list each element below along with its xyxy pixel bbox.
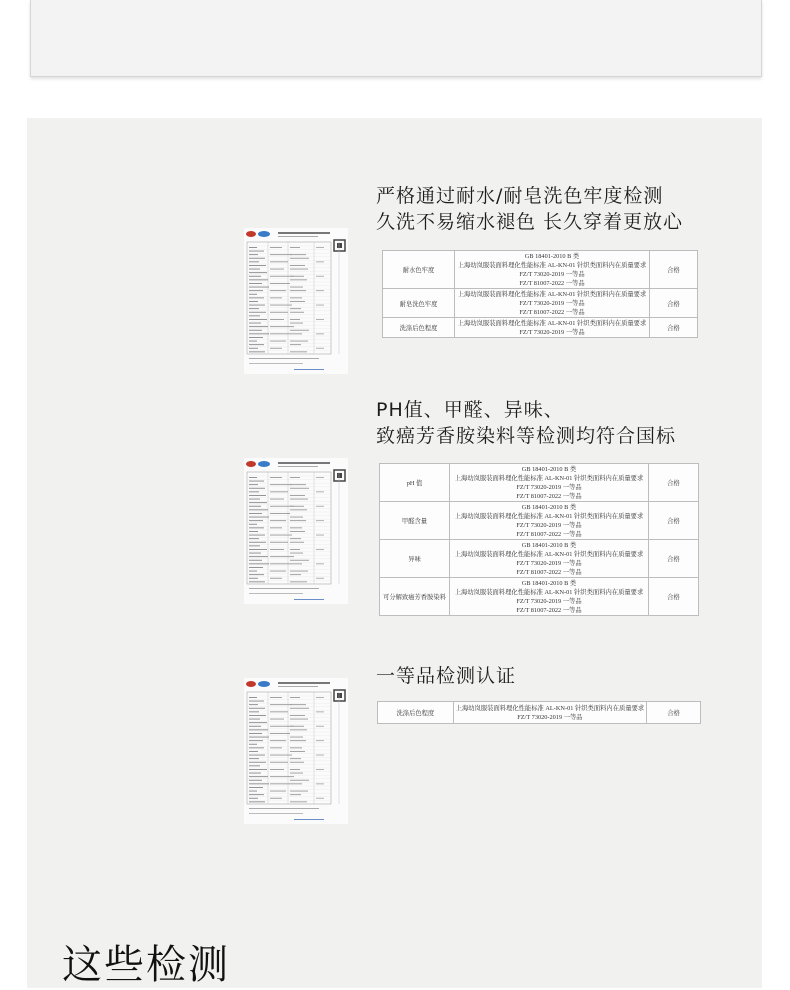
standard-line: GB 18401-2010 B 类 (524, 252, 580, 260)
table-row (383, 289, 698, 318)
result-cell: 合格 (649, 540, 699, 578)
test-report-thumbnail-1 (244, 228, 348, 374)
standard-line: FZ/T 81007-2022 一等品 (516, 568, 582, 576)
standard-line: 上海幼岚服装面料理化性能标准 AL-KN-01 针织类面料内在质量要求 (454, 588, 644, 596)
test-report-thumbnail-3 (244, 678, 348, 824)
lab-logo-icon (246, 461, 256, 467)
item-cell: 可分解致癌芳香胺染料 (380, 578, 450, 616)
section-3-heading-line-1: 一等品检测认证 (376, 665, 517, 687)
test-report-thumbnail-2 (244, 458, 348, 604)
accreditation-logo-icon (258, 461, 270, 467)
section-3-table (377, 701, 701, 724)
standard-line: FZ/T 73020-2019 一等品 (519, 328, 585, 336)
result-cell: 合格 (649, 578, 699, 616)
standard-line: 上海幼岚服装面料理化性能标准 AL-KN-01 针织类面料内在质量要求 (457, 290, 647, 298)
table-row (380, 578, 699, 616)
section-2-heading-line-2: 致癌芳香胺染料等检测均符合国标 (376, 425, 677, 447)
section-1-heading (376, 183, 683, 235)
standards-cell (450, 578, 649, 616)
standard-line: FZ/T 81007-2022 一等品 (519, 308, 585, 316)
result-cell: 合格 (650, 251, 698, 289)
standards-cell (450, 502, 649, 540)
result-cell: 合格 (650, 289, 698, 318)
standard-line: GB 18401-2010 B 类 (521, 541, 577, 549)
standard-line: FZ/T 73020-2019 一等品 (516, 483, 582, 491)
standard-line: 上海幼岚服装面料理化性能标准 AL-KN-01 针织类面料内在质量要求 (454, 474, 644, 482)
standard-line: FZ/T 81007-2022 一等品 (516, 530, 582, 538)
standard-line: FZ/T 73020-2019 一等品 (516, 521, 582, 529)
bottom-title: 这些检测 (62, 942, 230, 988)
standards-cell (455, 251, 650, 289)
item-cell: 甲醛含量 (380, 502, 450, 540)
section-2-table (379, 463, 699, 616)
section-1-heading-line-2: 久洗不易缩水褪色 长久穿着更放心 (376, 211, 684, 233)
section-3-heading (376, 663, 516, 689)
section-2-heading (376, 397, 676, 449)
standards-cell (455, 289, 650, 318)
standards-cell (450, 540, 649, 578)
table-row (380, 464, 699, 502)
table-row (380, 540, 699, 578)
standard-line: GB 18401-2010 B 类 (521, 579, 577, 587)
section-2-heading-line-1: PH值、甲醛、异味、 (376, 399, 564, 421)
result-cell: 合格 (650, 318, 698, 338)
lab-logo-icon (246, 231, 256, 237)
standard-line: 上海幼岚服装面料理化性能标准 AL-KN-01 针织类面料内在质量要求 (454, 550, 644, 558)
standards-cell (455, 318, 650, 338)
table-row (380, 502, 699, 540)
section-1-heading-line-1: 严格通过耐水/耐皂洗色牢度检测 (376, 185, 664, 207)
standard-line: FZ/T 81007-2022 一等品 (516, 492, 582, 500)
standard-line: GB 18401-2010 B 类 (521, 503, 577, 511)
standard-line: FZ/T 73020-2019 一等品 (516, 559, 582, 567)
standard-line: GB 18401-2010 B 类 (521, 465, 577, 473)
result-cell: 合格 (649, 502, 699, 540)
item-cell: 异味 (380, 540, 450, 578)
standard-line: 上海幼岚服装面料理化性能标准 AL-KN-01 针织类面料内在质量要求 (457, 261, 647, 269)
item-cell: 洗涤后色程度 (378, 702, 454, 724)
standard-line: FZ/T 73020-2019 一等品 (519, 270, 585, 278)
standards-cell (453, 702, 647, 724)
standard-line: 上海幼岚服装面料理化性能标准 AL-KN-01 针织类面料内在质量要求 (455, 704, 645, 712)
item-cell: 耐皂洗色牢度 (383, 289, 455, 318)
accreditation-logo-icon (258, 681, 270, 687)
table-row (383, 318, 698, 338)
table-row (383, 251, 698, 289)
standard-line: FZ/T 73020-2019 一等品 (519, 299, 585, 307)
result-cell: 合格 (647, 702, 701, 724)
lab-logo-icon (246, 681, 256, 687)
item-cell: 洗涤后色程度 (383, 318, 455, 338)
item-cell: 耐水色牢度 (383, 251, 455, 289)
standard-line: 上海幼岚服装面料理化性能标准 AL-KN-01 针织类面料内在质量要求 (454, 512, 644, 520)
table-row (378, 702, 701, 724)
report-sheet-drawing (244, 458, 348, 604)
report-sheet-drawing (244, 228, 348, 374)
top-card (30, 0, 762, 77)
standard-line: FZ/T 81007-2022 一等品 (516, 606, 582, 614)
accreditation-logo-icon (258, 231, 270, 237)
result-cell: 合格 (649, 464, 699, 502)
section-1-table (382, 250, 698, 338)
standard-line: FZ/T 81007-2022 一等品 (519, 279, 585, 287)
standard-line: FZ/T 73020-2019 一等品 (517, 713, 583, 721)
standard-line: 上海幼岚服装面料理化性能标准 AL-KN-01 针织类面料内在质量要求 (457, 319, 647, 327)
report-sheet-drawing (244, 678, 348, 824)
item-cell: pH 值 (380, 464, 450, 502)
standards-cell (450, 464, 649, 502)
standard-line: FZ/T 73020-2019 一等品 (516, 597, 582, 605)
